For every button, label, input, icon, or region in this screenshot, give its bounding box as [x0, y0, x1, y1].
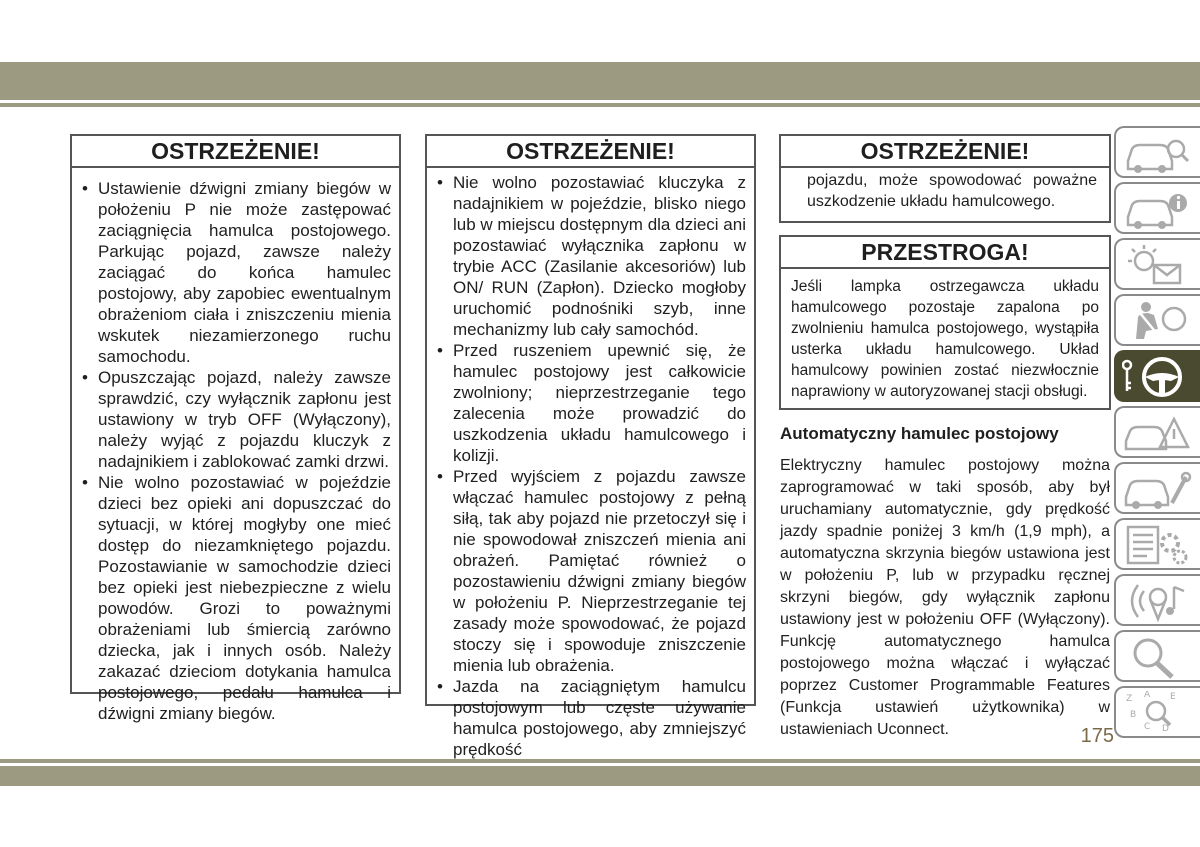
warning-item: • Opuszczając pojazd, należy zawsze sprawdzić, czy wyłącznik zapłonu jest ustawiony w tryb OFF (Wyłączony), należy wyjąć z pojazdu kluczyk z nadajnikiem i zablokować zamki drzwi. [78, 367, 391, 472]
header-band [0, 62, 1200, 100]
alphabet-index-icon [1122, 691, 1192, 735]
warning-continuation-text: pojazdu, może spowodować poważne uszkodzenie układu hamulcowego. [807, 172, 1097, 210]
seatbelt-airbag-icon [1122, 299, 1192, 343]
tab-roadside[interactable] [1114, 406, 1200, 458]
svg-text:C: C [1144, 722, 1151, 732]
warning-item: • Nie wolno pozostawiać w pojeździe dzieci bez opieki ani dopuszczać do sytuacji, w której mogłyby one mieć dostęp do niezamkniętego pojazdu. Pozostawianie w samochodzie dzieci bez opieki jest niebezpieczne z wielu powodów. Grozi to poważnymi obrażeniami lub śmiercią zarówno dziecka, jak i innych osób. Należy zakazać dzieciom dotykania hamulca postojowego, pedału hamulca i dźwigni zmiany biegów. [78, 472, 391, 724]
warning-list-2 [427, 168, 754, 760]
svg-text:D: D [1162, 724, 1169, 734]
tab-alphabet-index[interactable] [1114, 686, 1200, 738]
warning-box-2 [425, 134, 756, 759]
svg-text:E: E [1170, 692, 1176, 702]
specifications-gear-icon [1122, 523, 1192, 567]
tab-specifications[interactable] [1114, 518, 1200, 570]
warning-box-3 [779, 134, 1111, 223]
svg-text:Z: Z [1126, 694, 1133, 704]
tab-warning-lights[interactable] [1114, 238, 1200, 290]
tab-car-info[interactable] [1114, 182, 1200, 234]
car-service-icon [1122, 467, 1192, 511]
roadside-warning-icon [1122, 411, 1192, 455]
warning-title-1: OSTRZEŻENIE! [72, 136, 399, 168]
svg-text:B: B [1130, 710, 1137, 720]
tab-search-index[interactable] [1114, 630, 1200, 682]
caution-box [779, 235, 1111, 410]
warning-title-3: OSTRZEŻENIE! [781, 136, 1109, 168]
warning-item: • Przed wyjściem z pojazdu zawsze włączać hamulec postojowy z pełną siłą, tak aby pojazd nie przetoczył się i nie spowodował zniszczeń mienia ani obrażeń. Pamiętać również o pozostawieniu dźwigni zmiany biegów w położeniu P. Nieprzestrzeganie tej zasady może spowodować, że pojazd stoczy się i spowoduje zniszczenie mienia lub obrażenia. [433, 466, 746, 676]
search-index-icon [1122, 635, 1192, 679]
warning-item: • Ustawienie dźwigni zmiany biegów w położeniu P nie może zastępować zaciągnięcia hamulca postojowego. Parkując pojazd, zawsze należy zaciągać do końca hamulec postojowy, aby zapobiec ewentualnym obrażeniom ciała i zniszczeniu mienia wskutek niezamierzonego ruchu samochodu. [78, 178, 391, 367]
car-info-icon [1122, 187, 1192, 231]
section-body: Elektryczny hamulec postojowy można zaprogramować w taki sposób, aby był uruchamiany automatycznie, gdy prędkość jazdy spadnie poniżej 3 km/h (1,9 mph), a automatyczna skrzynia biegów ustawiona jest w położeniu P, lub w przypadku ręcznej skrzyni biegów, gdy wyłącznik zapłonu ustawiony jest w położeniu OFF (Wyłączony). Funkcję automatycznego hamulca postojowego można włączać i wyłączać poprzez Customer Programmable Features (Funkcja ustawień użytkownika) w ustawieniach Uconnect. [780, 457, 1110, 738]
warning-item: • Przed ruszeniem upewnić się, że hamulec postojowy jest całkowicie zwolniony; nieprzestrzeganie tego zalecenia może prowadzić do uszkodzenia układu hamulcowego i kolizji. [433, 340, 746, 466]
caution-text: Jeśli lampka ostrzegawcza układu hamulcowego pozostaje zapalona po zwolnieniu hamulca postojowego, wystąpiła usterka układu hamulcowego. Układ hamulcowy powinien zostać niezwłocznie naprawiony w autoryzowanej stacji obsługi. [791, 278, 1099, 400]
footer-band [0, 766, 1200, 786]
warning-item: • Nie wolno pozostawiać kluczyka z nadajnikiem w pojeździe, blisko niego lub w miejscu dostępnym dla dzieci ani pozostawiać wyłącznika zapłonu w trybie ACC (Zasilanie akcesoriów) lub ON/ RUN (Zapłon). Dziecko mogłoby uruchomić podnośniki szyb, inne mechanizmy lub cały samochód. [433, 172, 746, 340]
warning-box-1 [70, 134, 401, 723]
svg-text:A: A [1144, 691, 1151, 700]
warning-lights-icon [1122, 243, 1192, 287]
tab-seatbelt-airbag[interactable] [1114, 294, 1200, 346]
tab-starting-operating[interactable] [1114, 350, 1200, 402]
section-heading: Automatyczny hamulec postojowy [780, 424, 1059, 443]
car-search-icon [1122, 131, 1192, 175]
tab-car-search[interactable] [1114, 126, 1200, 178]
multimedia-icon [1122, 579, 1192, 623]
warning-item: • Jazda na zaciągniętym hamulcu postojowym lub częste używanie hamulca postojowego, aby zmniejszyć prędkość [433, 676, 746, 760]
steering-wheel-key-icon [1122, 355, 1192, 399]
warning-title-2: OSTRZEŻENIE! [427, 136, 754, 168]
warning-list-1 [72, 168, 399, 724]
caution-title: PRZESTROGA! [781, 237, 1109, 269]
tab-multimedia[interactable] [1114, 574, 1200, 626]
page-number: 175 [1080, 725, 1114, 747]
tab-service[interactable] [1114, 462, 1200, 514]
header-rule [0, 103, 1200, 107]
footer-rule [0, 759, 1200, 763]
